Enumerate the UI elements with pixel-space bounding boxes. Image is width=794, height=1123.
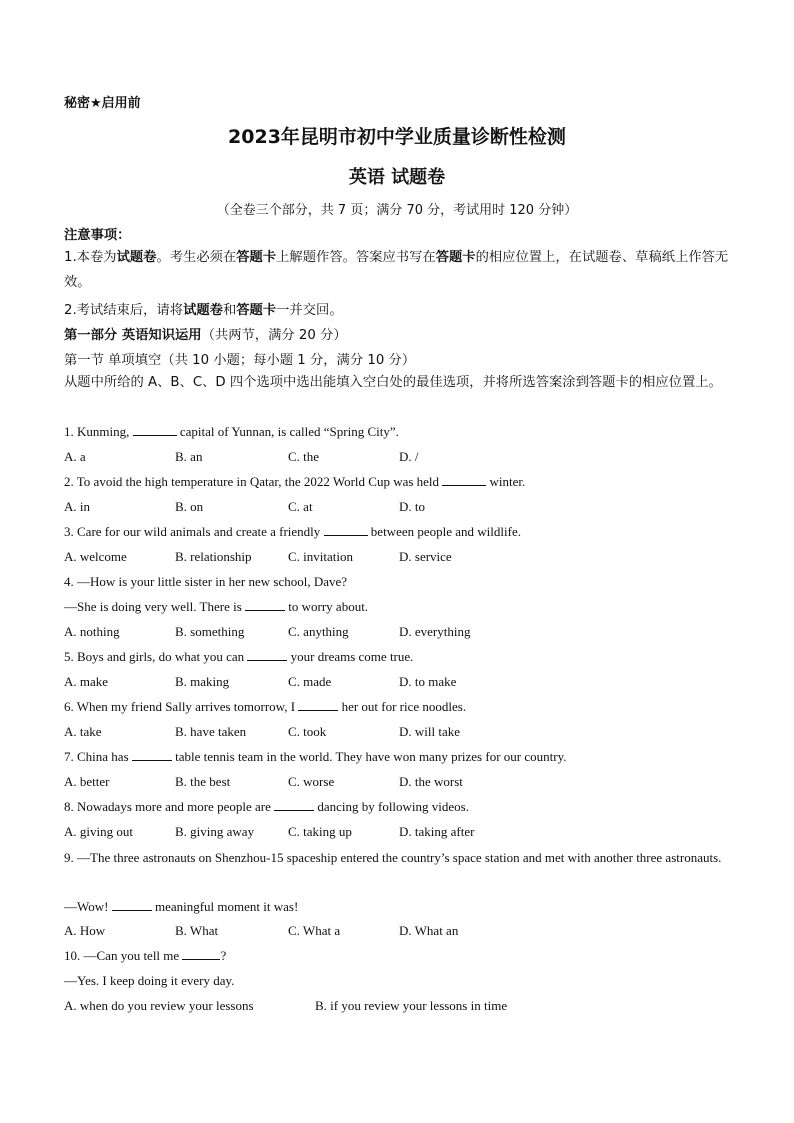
option-a: A. take <box>64 724 102 739</box>
option-c: C. worse <box>288 774 335 789</box>
option-b: B. an <box>175 449 203 464</box>
question-text: capital of Yunnan, is called “Spring City”. <box>176 424 399 439</box>
question-text: 2. To avoid the high temperature in Qatar, the 2022 World Cup was held <box>64 474 443 489</box>
question-text: winter. <box>486 474 526 489</box>
option-b: B. something <box>175 624 245 639</box>
option-d: D. service <box>399 549 452 564</box>
option-c: C. at <box>288 499 313 514</box>
part-heading-text: 第一部分 英语知识运用 <box>64 328 202 343</box>
question-text: between people and wildlife. <box>367 524 521 539</box>
option-c: C. took <box>288 724 327 739</box>
question-text: 3. Care for our wild animals and create a friendly <box>64 524 324 539</box>
option-b: B. on <box>175 499 204 514</box>
option-c: C. made <box>288 674 332 689</box>
question-9-response <box>64 899 298 915</box>
note-text: 的相应位置上，在试题卷、草稿纸上作答无效。 <box>64 250 729 290</box>
question-1 <box>64 424 399 440</box>
question-10 <box>64 948 226 964</box>
question-text: —Wow! <box>64 899 112 914</box>
option-d: D. the worst <box>399 774 463 789</box>
note-text: 。考生必须在 <box>156 250 237 265</box>
question-text: 10. —Can you tell me <box>64 948 183 963</box>
answer-blank <box>132 749 172 761</box>
option-a: A. make <box>64 674 109 689</box>
notes-heading: 注意事项： <box>64 228 131 243</box>
question-text: table tennis team in the world. They have won many prizes for our country. <box>171 749 567 764</box>
option-c: C. taking up <box>288 824 352 839</box>
note-1 <box>64 245 732 295</box>
option-d: D. / <box>399 449 419 464</box>
confidential-label: 秘密★启用前 <box>64 96 141 111</box>
option-b: B. making <box>175 674 230 689</box>
question-5 <box>64 649 413 665</box>
option-a: A. How <box>64 923 106 938</box>
option-d: D. taking after <box>399 824 475 839</box>
note-text: 1.本卷为 <box>64 250 117 265</box>
option-c: C. anything <box>288 624 349 639</box>
question-3 <box>64 524 521 540</box>
answer-blank <box>182 948 220 960</box>
option-d: D. will take <box>399 724 461 739</box>
note-bold-text: 答题卡 <box>435 250 476 265</box>
question-text: her out for rice noodles. <box>338 699 467 714</box>
answer-blank <box>324 524 368 536</box>
option-d: D. everything <box>399 624 471 639</box>
section1-instruction: 从题中所给的 A、B、C、D 四个选项中选出能填入空白处的最佳选项，并将所选答案涂到答题卡的相应位置上。 <box>64 375 722 390</box>
part1-heading <box>64 324 347 343</box>
question-text: 5. Boys and girls, do what you can <box>64 649 248 664</box>
question-text: ? <box>220 948 227 963</box>
question-8 <box>64 799 469 815</box>
answer-blank <box>133 424 177 436</box>
option-b: B. have taken <box>175 724 247 739</box>
option-b: B. if you review your lessons in time <box>315 998 508 1013</box>
question-7 <box>64 749 566 765</box>
option-a: A. a <box>64 449 86 464</box>
option-c: C. the <box>288 449 320 464</box>
note-bold-text: 答题卡 <box>236 250 277 265</box>
note-bold-text: 试题卷 <box>183 303 223 318</box>
note-bold-text: 答题卡 <box>236 303 277 318</box>
option-a: A. better <box>64 774 110 789</box>
exam-info: （全卷三个部分，共 7 页；满分 70 分，考试用时 120 分钟） <box>216 203 578 218</box>
question-4: 4. —How is your little sister in her new school, Dave? <box>64 574 348 589</box>
option-d: D. to make <box>399 674 457 689</box>
question-text: —She is doing very well. There is <box>64 599 246 614</box>
option-a: A. nothing <box>64 624 120 639</box>
question-text: dancing by following videos. <box>314 799 469 814</box>
question-text: 6. When my friend Sally arrives tomorrow, I <box>64 699 299 714</box>
option-d: D. What an <box>399 923 459 938</box>
question-4-response <box>64 599 368 615</box>
option-b: B. giving away <box>175 824 255 839</box>
question-text: to worry about. <box>285 599 369 614</box>
part-heading-note: （共两节，满分 20 分） <box>201 328 347 343</box>
note-text: 上解题作答。答案应书写在 <box>276 250 436 265</box>
option-a: A. in <box>64 499 90 514</box>
option-a: A. when do you review your lessons <box>64 998 254 1013</box>
note-text: 一并交回。 <box>276 303 343 318</box>
note-bold-text: 试题卷 <box>116 250 157 265</box>
note-text: 2.考试结束后，请将 <box>64 303 184 318</box>
exam-title: 2023年昆明市初中学业质量诊断性检测 <box>228 126 566 148</box>
answer-blank <box>112 899 152 911</box>
question-9: 9. —The three astronauts on Shenzhou-15 spaceship entered the country’s space station and met with another three astronauts. <box>64 850 722 865</box>
option-a: A. giving out <box>64 824 133 839</box>
question-text: your dreams come true. <box>287 649 414 664</box>
question-text: 8. Nowadays more and more people are <box>64 799 275 814</box>
note-2 <box>64 299 343 318</box>
note-text: 和 <box>222 303 237 318</box>
option-c: C. What a <box>288 923 341 938</box>
question-text: meaningful moment it was! <box>151 899 299 914</box>
question-text: 1. Kunming, <box>64 424 133 439</box>
question-text: 7. China has <box>64 749 132 764</box>
answer-blank <box>274 799 314 811</box>
option-a: A. welcome <box>64 549 127 564</box>
option-c: C. invitation <box>288 549 353 564</box>
answer-blank <box>245 599 285 611</box>
option-b: B. the best <box>175 774 231 789</box>
option-d: D. to <box>399 499 425 514</box>
question-6 <box>64 699 466 715</box>
answer-blank <box>442 474 486 486</box>
answer-blank <box>298 699 338 711</box>
question-2 <box>64 474 525 490</box>
section1-heading: 第一节 单项填空（共 10 小题；每小题 1 分，满分 10 分） <box>64 353 416 368</box>
option-b: B. What <box>175 923 219 938</box>
answer-blank <box>247 649 287 661</box>
exam-subtitle: 英语 试题卷 <box>348 167 446 188</box>
question-10-response: —Yes. I keep doing it every day. <box>64 973 235 988</box>
option-b: B. relationship <box>175 549 252 564</box>
